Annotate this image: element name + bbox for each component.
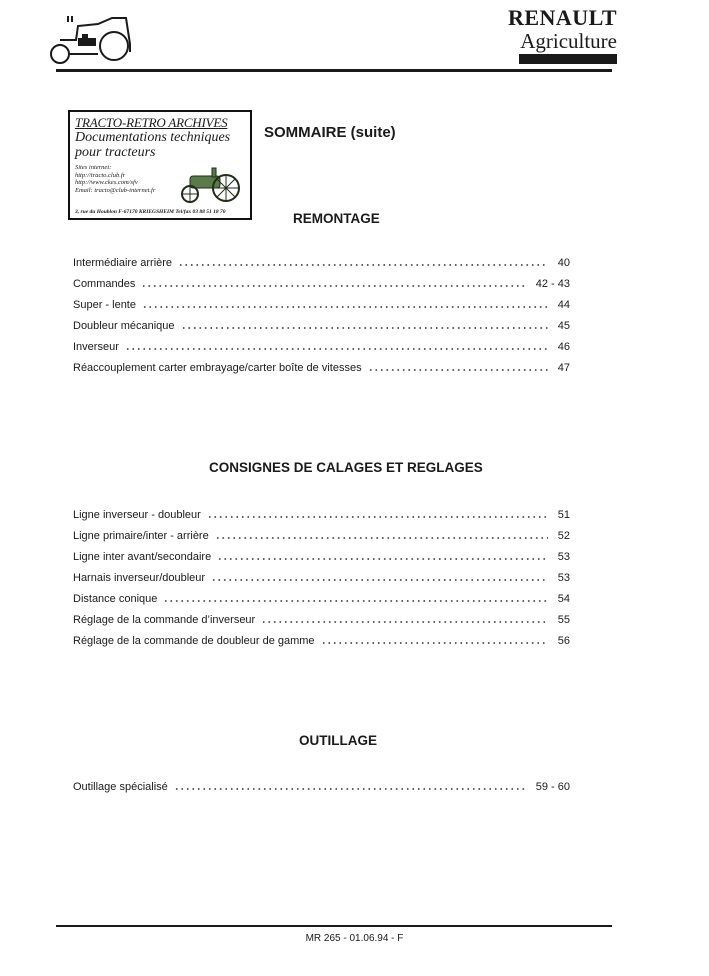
toc-list-consignes (73, 500, 570, 647)
header-rule (56, 69, 612, 72)
stamp-sites-label: Sites internet: (75, 164, 112, 171)
toc-row (73, 269, 570, 290)
toc-entry-page: 45 (557, 320, 570, 332)
stamp-address: 3, rue du Houblon F-67170 KRIEGSHEIM Tel/fax 03 88 51 18 70 (75, 209, 226, 215)
toc-entry-label: Outillage spécialisé (73, 781, 168, 793)
toc-entry-page: 42 - 43 (535, 278, 570, 290)
stamp-title: TRACTO-RETRO ARCHIVES (75, 115, 228, 130)
toc-entry-page: 59 - 60 (535, 781, 570, 793)
stamp-email: Email: tracto@club-internet.fr (75, 186, 156, 194)
toc-row (73, 332, 570, 353)
toc-entry-label: Commandes (73, 278, 136, 290)
toc-entry-page: 46 (557, 341, 570, 353)
footer-rule (56, 925, 612, 927)
toc-entry-label: Réaccouplement carter embrayage/carter boîte de vitesses (73, 362, 362, 374)
toc-entry-label: Harnais inverseur/doubleur (73, 572, 206, 584)
dot-leader (215, 530, 548, 540)
toc-row (73, 626, 570, 647)
toc-entry-label: Super - lente (73, 299, 136, 311)
toc-row (73, 290, 570, 311)
dot-leader (261, 614, 548, 624)
toc-row (73, 248, 570, 269)
toc-row (73, 542, 570, 563)
toc-row (73, 584, 570, 605)
dot-leader (142, 299, 548, 309)
dot-leader (174, 781, 528, 791)
toc-row (73, 521, 570, 542)
toc-list-outillage (73, 772, 570, 793)
tractor-logo-icon (46, 14, 134, 66)
brand-subtitle: Agriculture (520, 29, 617, 53)
dot-leader (217, 551, 548, 561)
dot-leader (211, 572, 548, 582)
toc-entry-label: Réglage de la commande d’inverseur (73, 614, 256, 626)
dot-leader (181, 320, 548, 330)
vintage-tractor-icon (176, 164, 242, 204)
section-title-consignes: CONSIGNES DE CALAGES ET REGLAGES (209, 460, 483, 475)
toc-list-remontage (73, 248, 570, 374)
stamp-line-2: pour tracteurs (75, 145, 156, 160)
toc-entry-page: 44 (557, 299, 570, 311)
toc-entry-page: 54 (557, 593, 570, 605)
toc-entry-label: Ligne inter avant/secondaire (73, 551, 212, 563)
stamp-site-2: http://www.ckes.com/sfv (75, 179, 138, 186)
dot-leader (178, 257, 548, 267)
toc-row (73, 311, 570, 332)
toc-entry-page: 47 (557, 362, 570, 374)
toc-row (73, 563, 570, 584)
stamp-site-1: http://tracto.club.fr (75, 171, 126, 179)
archive-stamp (68, 110, 252, 220)
section-title-remontage: REMONTAGE (293, 211, 380, 226)
brand-name: RENAULT (507, 5, 617, 30)
brand-bar (519, 54, 617, 64)
toc-entry-label: Ligne primaire/inter - arrière (73, 530, 209, 542)
dot-leader (163, 593, 548, 603)
section-title-outillage: OUTILLAGE (299, 733, 377, 748)
document-reference: MR 265 - 01.06.94 - F (305, 933, 404, 944)
stamp-line-1: Documentations techniques (75, 130, 231, 145)
toc-entry-page: 53 (557, 551, 570, 563)
toc-entry-label: Réglage de la commande de doubleur de gamme (73, 635, 315, 647)
brand-block (508, 6, 617, 52)
toc-entry-page: 51 (557, 509, 570, 521)
toc-entry-page: 53 (557, 572, 570, 584)
toc-entry-page: 52 (557, 530, 570, 542)
toc-entry-page: 55 (557, 614, 570, 626)
toc-entry-label: Distance conique (73, 593, 158, 605)
dot-leader (368, 362, 548, 372)
toc-entry-label: Ligne inverseur - doubleur (73, 509, 201, 521)
dot-leader (125, 341, 548, 351)
toc-entry-label: Inverseur (73, 341, 119, 353)
dot-leader (321, 635, 548, 645)
toc-entry-page: 40 (557, 257, 570, 269)
toc-row (73, 353, 570, 374)
dot-leader (207, 509, 548, 519)
toc-entry-page: 56 (557, 635, 570, 647)
toc-entry-label: Doubleur mécanique (73, 320, 175, 332)
toc-row (73, 605, 570, 626)
toc-row (73, 500, 570, 521)
toc-row (73, 772, 570, 793)
page-title: SOMMAIRE (suite) (264, 124, 396, 141)
toc-entry-label: Intermédiaire arrière (73, 257, 173, 269)
dot-leader (141, 278, 527, 288)
